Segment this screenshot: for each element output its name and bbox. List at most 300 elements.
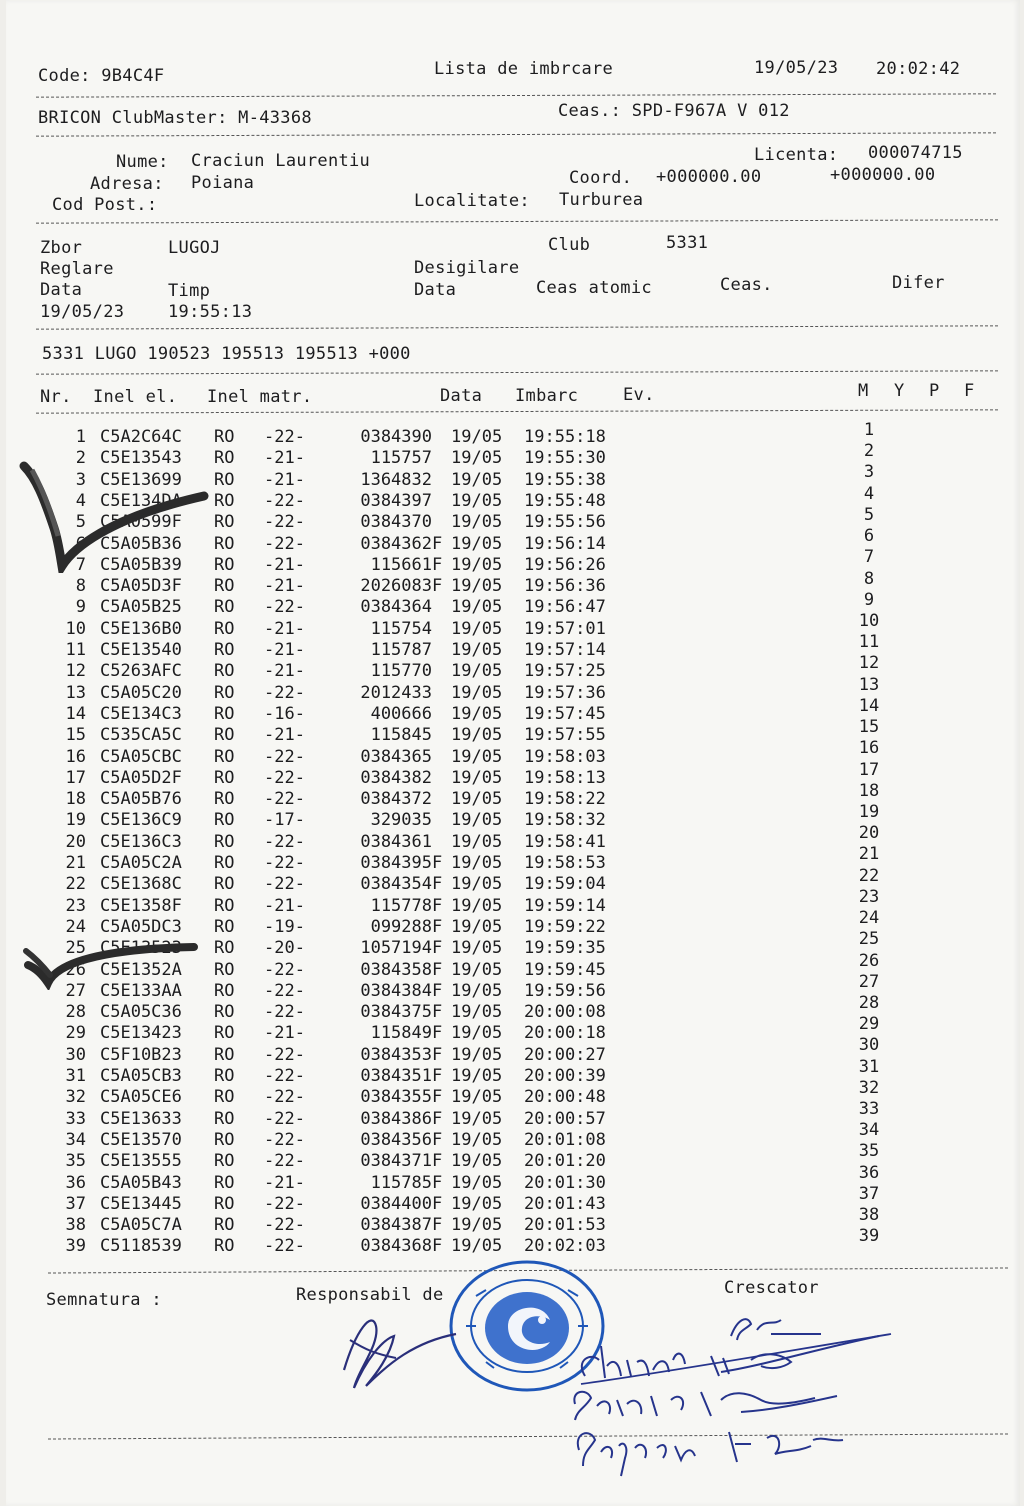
arrival-time: 19:55:38 (524, 469, 606, 490)
reg-timp-label: Timp (168, 281, 211, 301)
license-label: Licenta: (754, 145, 839, 165)
ring-electronic: C5E13699 (100, 469, 182, 490)
rank-number: 37 (858, 1183, 880, 1204)
rank-number: 2 (863, 441, 875, 462)
ring-number: 115770 (370, 661, 432, 682)
ring-electronic: C5A05C36 (100, 1002, 182, 1023)
ring-number: 115757 (370, 448, 432, 469)
arrival-date: 19/05 (451, 1193, 503, 1214)
ring-electronic: C5E136C9 (100, 810, 182, 831)
ring-number: 0384390 (360, 427, 432, 447)
country-code: RO (214, 895, 235, 916)
arrival-date: 19/05 (451, 746, 503, 767)
ring-electronic: C5E134DA (100, 490, 182, 511)
arrival-time: 19:58:03 (524, 746, 606, 767)
ring-electronic: C5E1358F (100, 895, 182, 916)
arrival-date: 19/05 (451, 767, 503, 788)
ring-year: -20- (264, 938, 305, 959)
ring-year: -21- (264, 1172, 305, 1193)
ring-flag: F (432, 1066, 443, 1086)
reglare-label: Reglare (40, 259, 114, 279)
arrival-time: 19:58:53 (524, 853, 606, 873)
ring-number: 0384371 (360, 1151, 432, 1172)
country-code: RO (214, 874, 235, 895)
arrival-date: 19/05 (451, 1172, 503, 1193)
row-number: 15 (65, 725, 86, 746)
country-code: RO (214, 427, 235, 447)
owner-name: Craciun Laurentiu (191, 151, 371, 171)
rank-number: 26 (858, 950, 880, 971)
ring-electronic: C5E1352A (100, 959, 182, 980)
country-code: RO (214, 533, 235, 554)
row-number: 37 (65, 1193, 86, 1214)
ring-electronic: C5A05B43 (100, 1172, 182, 1193)
row-number: 5 (75, 512, 86, 533)
rank-number: 32 (858, 1077, 880, 1098)
rank-number: 23 (858, 886, 880, 907)
country-code: RO (214, 1129, 235, 1150)
arrival-date: 19/05 (451, 512, 503, 533)
device-text: BRICON ClubMaster: M-43368 (38, 108, 312, 128)
arrival-date: 19/05 (451, 1236, 503, 1257)
rank-number: 9 (863, 589, 875, 610)
ring-flag: F (432, 576, 443, 597)
arrival-time: 19:59:22 (524, 916, 606, 937)
rank-number: 30 (858, 1035, 880, 1056)
arrival-date: 19/05 (451, 895, 503, 916)
ring-year: -22- (264, 427, 305, 447)
ring-number: 0384355 (360, 1087, 432, 1108)
row-number: 30 (65, 1044, 86, 1065)
ring-year: -22- (264, 831, 305, 852)
rank-number: 10 (858, 610, 880, 631)
country-code: RO (214, 682, 235, 703)
reg-date: 19/05/23 (40, 302, 125, 322)
ring-number: 0384351 (360, 1066, 432, 1086)
row-number: 39 (65, 1236, 86, 1257)
country-code: RO (214, 597, 235, 618)
rank-number: 39 (858, 1226, 880, 1247)
ring-year: -22- (264, 1215, 305, 1236)
ring-flag: F (432, 1215, 443, 1236)
row-number: 19 (65, 810, 86, 831)
ring-number: 115661 (370, 554, 432, 575)
rank-number: 34 (858, 1120, 880, 1141)
ring-electronic: C5F10B23 (100, 1044, 182, 1065)
country-code: RO (214, 938, 235, 959)
arrival-time: 19:58:41 (524, 831, 606, 852)
arrival-time: 20:00:39 (524, 1066, 606, 1086)
arrival-time: 19:57:45 (524, 703, 606, 724)
ring-electronic: C5E13445 (100, 1193, 182, 1214)
rank-number: 31 (858, 1056, 880, 1077)
ring-electronic: C5E133AA (100, 980, 182, 1001)
arrival-time: 20:01:08 (524, 1129, 606, 1150)
row-number: 31 (65, 1066, 86, 1086)
name-label: Nume: (116, 152, 169, 172)
country-code: RO (214, 1087, 235, 1108)
country-code: RO (214, 746, 235, 767)
ring-year: -22- (264, 1108, 305, 1129)
ring-flag: F (432, 938, 443, 959)
ring-year: -22- (264, 1044, 305, 1065)
ring-number: 115849 (370, 1023, 432, 1044)
ring-number: 0384384 (360, 980, 432, 1001)
ring-electronic: C5A05C20 (100, 682, 182, 703)
locality-label: Localitate: (414, 191, 530, 211)
arrival-date: 19/05 (451, 959, 503, 980)
ring-flag: F (432, 1172, 443, 1193)
country-code: RO (214, 618, 235, 639)
row-number: 23 (65, 895, 86, 916)
row-number: 1 (75, 427, 86, 447)
arrival-date: 19/05 (451, 640, 503, 660)
ring-flag: F (432, 1129, 443, 1150)
printed-sheet (6, 0, 1020, 1506)
rank-number: 16 (858, 738, 880, 759)
ceas-label: Ceas. (720, 275, 773, 295)
row-number: 22 (65, 874, 86, 895)
country-code: RO (214, 767, 235, 788)
rank-number: 8 (863, 568, 875, 589)
ring-electronic: C5E134C3 (100, 703, 182, 724)
country-code: RO (214, 853, 235, 873)
col-inel-el: Inel el. (93, 387, 178, 407)
arrival-time: 20:00:57 (524, 1108, 606, 1129)
arrival-time: 19:57:36 (524, 682, 606, 703)
table-row (6, 1226, 1006, 1257)
rank-number: 29 (858, 1014, 880, 1035)
arrival-time: 20:00:18 (524, 1023, 606, 1044)
ring-electronic: C5A05D2F (100, 767, 182, 788)
arrival-date: 19/05 (451, 916, 503, 937)
ring-number: 0384358 (360, 959, 432, 980)
rank-number: 21 (858, 844, 880, 865)
list-title: Lista de imbrcare (434, 59, 614, 79)
arrival-time: 19:56:26 (524, 554, 606, 575)
arrival-time: 19:59:35 (524, 938, 606, 959)
ring-number: 0384387 (360, 1215, 432, 1236)
arrival-date: 19/05 (451, 1151, 503, 1172)
arrival-date: 19/05 (451, 1108, 503, 1129)
country-code: RO (214, 640, 235, 660)
rank-number: 19 (858, 801, 880, 822)
ring-flag: F (432, 1108, 443, 1129)
rank-number: 28 (858, 992, 880, 1013)
ring-year: -22- (264, 1087, 305, 1108)
ring-flag: F (432, 874, 443, 895)
country-code: RO (214, 490, 235, 511)
pen-check-mark-icon (14, 458, 214, 573)
ring-number: 0384395 (360, 853, 432, 873)
col-p: P (929, 381, 940, 401)
ring-electronic: C5A05CBC (100, 746, 182, 767)
ring-electronic: C5A05CB3 (100, 1066, 182, 1086)
country-code: RO (214, 448, 235, 469)
ring-electronic: C5E1368C (100, 874, 182, 895)
arrival-date: 19/05 (451, 831, 503, 852)
country-code: RO (214, 1108, 235, 1129)
row-number: 18 (65, 789, 86, 810)
address-label: Adresa: (90, 174, 164, 194)
rank-number: 17 (858, 759, 880, 780)
ring-number: 0384364 (360, 597, 432, 618)
arrival-date: 19/05 (451, 789, 503, 810)
arrival-time: 19:58:22 (524, 789, 606, 810)
ring-year: -21- (264, 469, 305, 490)
arrival-time: 19:57:01 (524, 618, 606, 639)
arrival-date: 19/05 (451, 533, 503, 554)
ring-number: 0384397 (360, 490, 432, 511)
row-number: 33 (65, 1108, 86, 1129)
ring-number: 0384353 (360, 1044, 432, 1065)
rank-number: 11 (858, 632, 880, 653)
row-number: 25 (65, 938, 86, 959)
arrival-date: 19/05 (451, 1087, 503, 1108)
arrival-date: 19/05 (451, 448, 503, 469)
row-number: 26 (65, 959, 86, 980)
ring-number: 115845 (370, 725, 432, 746)
ring-electronic: C5A2C64C (100, 427, 182, 447)
arrival-time: 19:56:47 (524, 597, 606, 618)
rank-number: 4 (863, 483, 875, 504)
country-code: RO (214, 725, 235, 746)
row-number: 16 (65, 746, 86, 767)
ring-electronic: C5A05DC3 (100, 916, 182, 937)
row-number: 7 (75, 554, 86, 575)
country-code: RO (214, 980, 235, 1001)
arrival-date: 19/05 (451, 682, 503, 703)
ring-number: 0384370 (360, 512, 432, 533)
country-code: RO (214, 916, 235, 937)
ring-electronic: C5A05B76 (100, 789, 182, 810)
country-code: RO (214, 959, 235, 980)
ring-number: 0384375 (360, 1002, 432, 1023)
ring-flag: F (432, 1087, 443, 1108)
row-number: 3 (75, 469, 86, 490)
arrival-time: 19:59:14 (524, 895, 606, 916)
arrival-date: 19/05 (451, 597, 503, 618)
row-number: 10 (65, 618, 86, 639)
rank-number: 24 (858, 908, 880, 929)
row-number: 38 (65, 1215, 86, 1236)
coord-2: +000000.00 (830, 165, 936, 185)
ring-electronic: C5A05D3F (100, 576, 182, 597)
ring-flag: F (432, 554, 443, 575)
country-code: RO (214, 831, 235, 852)
col-ev: Ev. (623, 385, 655, 405)
ring-number: 0384386 (360, 1108, 432, 1129)
flight-summary: 5331 LUGO 190523 195513 195513 +000 (42, 344, 411, 364)
rank-number: 33 (858, 1099, 880, 1120)
arrival-time: 20:00:08 (524, 1002, 606, 1023)
row-number: 28 (65, 1002, 86, 1023)
country-code: RO (214, 1151, 235, 1172)
ring-number: 0384368 (360, 1236, 432, 1257)
country-code: RO (214, 1002, 235, 1023)
row-number: 27 (65, 980, 86, 1001)
ring-electronic: C5E13543 (100, 448, 182, 469)
ring-number: 1364832 (360, 469, 432, 490)
divider (36, 409, 998, 413)
ring-electronic: C5263AFC (100, 661, 182, 682)
ring-flag: F (432, 1151, 443, 1172)
postal-label: Cod Post.: (52, 195, 158, 215)
row-number: 8 (75, 576, 86, 597)
rank-number: 20 (858, 823, 880, 844)
ring-year: -21- (264, 576, 305, 597)
arrival-date: 19/05 (451, 810, 503, 831)
clock-text: Ceas.: SPD-F967A V 012 (558, 101, 790, 121)
ring-year: -21- (264, 895, 305, 916)
divider (36, 93, 996, 97)
ring-number: 1057194 (360, 938, 432, 959)
ring-electronic: C5A0599F (100, 512, 182, 533)
rank-number: 3 (863, 462, 875, 483)
ring-electronic: C5A05B36 (100, 533, 182, 554)
country-code: RO (214, 576, 235, 597)
coord-1: +000000.00 (656, 167, 762, 187)
ring-flag: F (432, 533, 443, 554)
club-value: 5331 (666, 233, 709, 253)
col-y: Y (894, 381, 905, 401)
col-nr: Nr. (40, 387, 72, 407)
ring-number: 329035 (370, 810, 432, 831)
ring-year: -22- (264, 1236, 305, 1257)
arrival-time: 19:55:56 (524, 512, 606, 533)
ring-number: 0384354 (360, 874, 432, 895)
coord-label: Coord. (569, 168, 633, 188)
rank-number: 22 (858, 865, 880, 886)
arrival-time: 19:55:30 (524, 448, 606, 469)
arrival-date: 19/05 (451, 469, 503, 490)
responsabil-label: Responsabil de (296, 1285, 444, 1305)
ring-year: -22- (264, 597, 305, 618)
row-number: 35 (65, 1151, 86, 1172)
rank-number: 27 (858, 971, 880, 992)
arrival-date: 19/05 (451, 725, 503, 746)
ring-year: -22- (264, 789, 305, 810)
ring-year: -21- (264, 725, 305, 746)
locality: Turburea (559, 190, 644, 210)
ring-year: -17- (264, 810, 305, 831)
ring-electronic: C5E13540 (100, 640, 182, 660)
ring-year: -16- (264, 703, 305, 724)
pen-check-mark-icon (14, 935, 199, 990)
ring-year: -22- (264, 512, 305, 533)
ring-flag: F (432, 980, 443, 1001)
ring-year: -22- (264, 1002, 305, 1023)
row-number: 2 (75, 448, 86, 469)
ring-year: -22- (264, 959, 305, 980)
ring-flag: F (432, 1236, 443, 1257)
ring-number: 115778 (370, 895, 432, 916)
ring-electronic: C5A05C7A (100, 1215, 182, 1236)
ring-electronic: C5A05B25 (100, 597, 182, 618)
row-number: 36 (65, 1172, 86, 1193)
country-code: RO (214, 1066, 235, 1086)
ring-year: -22- (264, 1151, 305, 1172)
arrival-time: 20:01:43 (524, 1193, 606, 1214)
ring-year: -21- (264, 618, 305, 639)
ring-flag: F (432, 1023, 443, 1044)
ring-flag: F (432, 1002, 443, 1023)
row-number: 14 (65, 703, 86, 724)
arrival-time: 19:56:14 (524, 533, 606, 554)
rank-number: 7 (863, 547, 875, 568)
ring-electronic: C535CA5C (100, 725, 182, 746)
col-inel-matr: Inel matr. (207, 387, 313, 407)
ring-year: -22- (264, 767, 305, 788)
zbor-label: Zbor (40, 238, 83, 258)
arrival-date: 19/05 (451, 874, 503, 895)
row-number: 24 (65, 916, 86, 937)
arrival-date: 19/05 (451, 1044, 503, 1065)
ring-number: 0384365 (360, 746, 432, 767)
arrival-time: 20:01:20 (524, 1151, 606, 1172)
arrival-date: 19/05 (451, 554, 503, 575)
arrival-time: 19:59:56 (524, 980, 606, 1001)
country-code: RO (214, 661, 235, 682)
des-data-label: Data (414, 280, 457, 300)
row-number: 29 (65, 1023, 86, 1044)
row-number: 6 (75, 533, 86, 554)
semnatura-label: Semnatura : (46, 1290, 162, 1310)
country-code: RO (214, 469, 235, 490)
country-code: RO (214, 512, 235, 533)
country-code: RO (214, 1023, 235, 1044)
row-number: 34 (65, 1129, 86, 1150)
arrival-date: 19/05 (451, 618, 503, 639)
country-code: RO (214, 554, 235, 575)
ring-electronic: C5E13633 (100, 1108, 182, 1129)
arrival-date: 19/05 (451, 427, 503, 447)
ring-electronic: C5118539 (100, 1236, 182, 1257)
ring-number: 2026083 (360, 576, 432, 597)
row-number: 20 (65, 831, 86, 852)
ring-number: 0384362 (360, 533, 432, 554)
rank-number: 35 (858, 1141, 880, 1162)
col-imbarc: Imbarc (515, 386, 579, 406)
rank-number: 13 (858, 674, 880, 695)
row-number: 21 (65, 853, 86, 873)
signature-icon (336, 1300, 466, 1395)
ring-number: 115785 (370, 1172, 432, 1193)
rank-number: 14 (858, 695, 880, 716)
print-time: 20:02:42 (876, 59, 961, 79)
ring-number: 115787 (370, 640, 432, 660)
desigilare-label: Desigilare (414, 258, 520, 278)
arrival-time: 20:00:48 (524, 1087, 606, 1108)
arrival-date: 19/05 (451, 576, 503, 597)
ring-year: -22- (264, 874, 305, 895)
country-code: RO (214, 789, 235, 810)
ring-electronic: C5E13423 (100, 1023, 182, 1044)
ring-year: -21- (264, 661, 305, 682)
ring-year: -21- (264, 448, 305, 469)
ring-flag: F (432, 916, 443, 937)
arrival-date: 19/05 (451, 853, 503, 873)
country-code: RO (214, 1193, 235, 1214)
country-code: RO (214, 1215, 235, 1236)
ring-electronic: C5E13570 (100, 1129, 182, 1150)
ring-year: -21- (264, 1023, 305, 1044)
ring-electronic: C5E136B0 (100, 618, 182, 639)
ring-number: 0384372 (360, 789, 432, 810)
arrival-date: 19/05 (451, 1066, 503, 1086)
row-number: 13 (65, 682, 86, 703)
reg-time: 19:55:13 (168, 302, 253, 322)
